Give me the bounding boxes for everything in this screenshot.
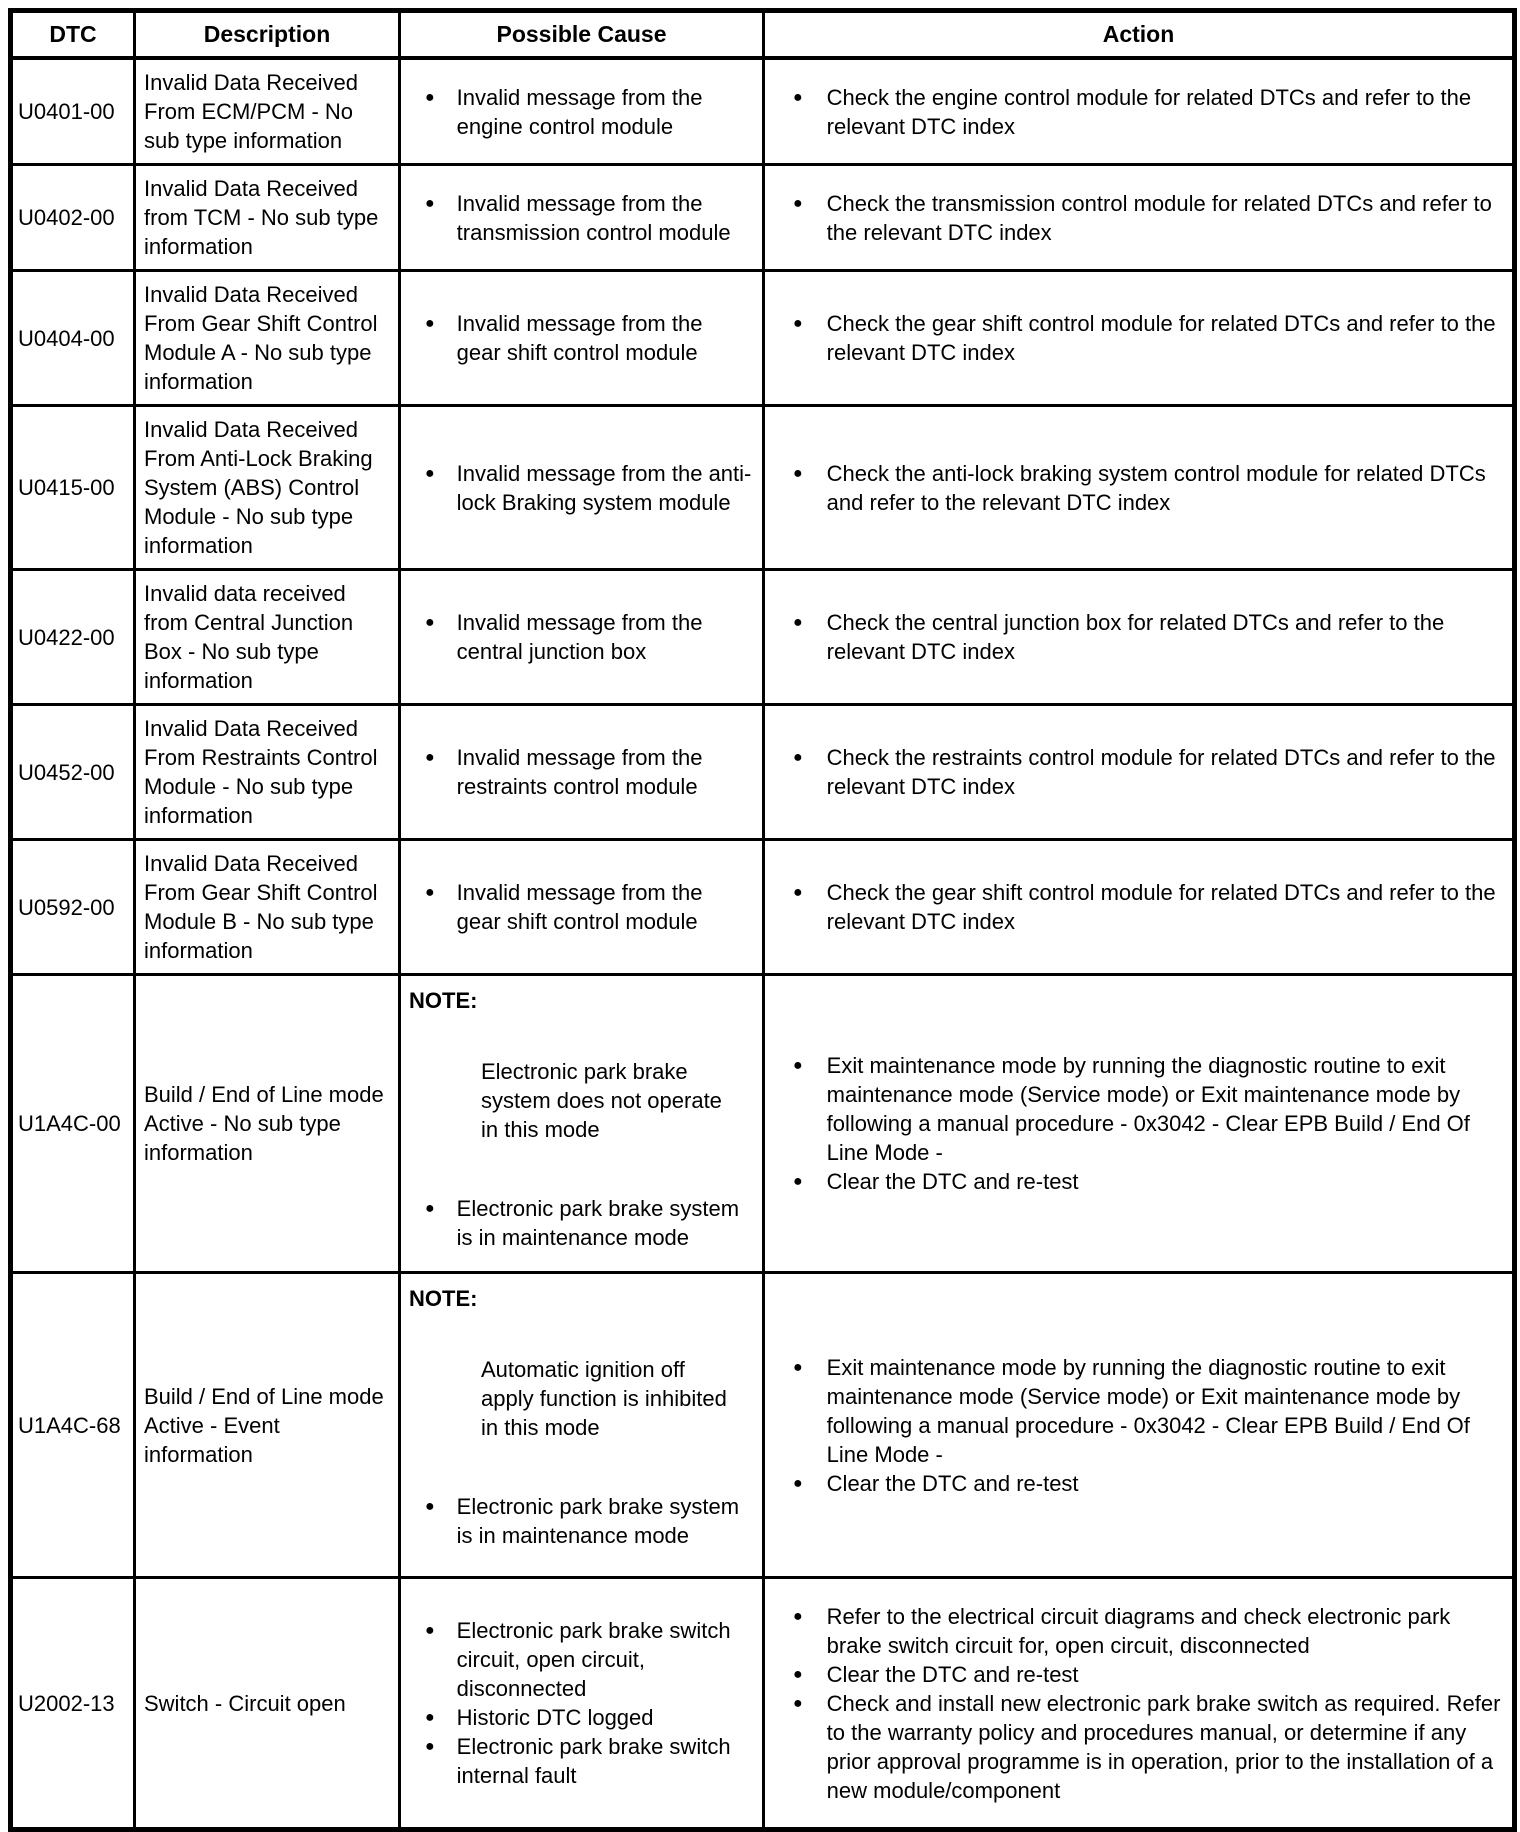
action-item-text: Check the central junction box for related DTCs and refer to the relevant DTC index: [826, 610, 1445, 664]
action-item-text: Exit maintenance mode by running the diagnostic routine to exit maintenance mode (Service mode) or Exit maintenance mode by following a manual procedure - 0x3042 - Clear EPB Build / End Of Line Mode -: [826, 1354, 1470, 1467]
action-item-list: [773, 459, 1504, 517]
possible-cause-cell: [400, 1578, 764, 1830]
header-row: [11, 11, 1515, 59]
action-item: [773, 459, 1504, 517]
cause-item: [409, 1616, 754, 1703]
bullet-icon: ●: [425, 194, 435, 212]
bullet-icon: ●: [793, 1474, 803, 1492]
bullet-icon: ●: [793, 749, 803, 766]
dtc-code-cell: U0415-00: [11, 406, 135, 570]
bullet-icon: ●: [793, 88, 803, 106]
table-row: [11, 1578, 1515, 1830]
action-item-list: [773, 608, 1504, 666]
possible-cause-cell: [400, 570, 764, 705]
cause-item-list: [409, 878, 754, 936]
action-item: [773, 1353, 1504, 1469]
action-item-list: [773, 1051, 1504, 1196]
cause-item-list: [409, 743, 754, 801]
col-header-description: Description: [135, 11, 400, 59]
table-row: [11, 705, 1515, 840]
action-item-text: Clear the DTC and re-test: [826, 1470, 1079, 1496]
cause-item-text: Invalid message from the gear shift control module: [456, 311, 703, 365]
cause-item-list: [409, 83, 754, 141]
cause-item-list: [409, 1194, 754, 1252]
action-item-list: [773, 743, 1504, 801]
description-cell: Switch - Circuit open: [135, 1578, 400, 1830]
dtc-code-cell: U0404-00: [11, 271, 135, 406]
cause-item: [409, 459, 754, 517]
possible-cause-cell: [400, 705, 764, 840]
bullet-icon: ●: [425, 1498, 435, 1515]
col-header-action: Action: [764, 11, 1515, 59]
action-item: [773, 1660, 1504, 1689]
description-cell: Invalid Data Received from TCM - No sub type information: [135, 165, 400, 271]
action-item: [773, 878, 1504, 936]
cause-item-list: [409, 459, 754, 517]
action-cell: [764, 840, 1515, 975]
cause-item: [409, 878, 754, 936]
cause-item-text: Electronic park brake system is in maintenance mode: [456, 1494, 740, 1548]
cause-item-list: [409, 608, 754, 666]
action-item: [773, 309, 1504, 367]
action-item: [773, 83, 1504, 141]
action-item: [773, 1469, 1504, 1498]
note-text: Electronic park brake system does not operate in this mode: [481, 1059, 722, 1142]
bullet-icon: ●: [425, 884, 435, 901]
cause-item-text: Invalid message from the transmission control module: [456, 190, 731, 245]
action-item-text: Clear the DTC and re-test: [826, 1169, 1079, 1194]
description-cell: Build / End of Line mode Active - No sub type information: [135, 975, 400, 1273]
description-cell: Invalid Data Received From Restraints Control Module - No sub type information: [135, 705, 400, 840]
action-item: [773, 1689, 1504, 1805]
table-row: [11, 1273, 1515, 1578]
bullet-icon: ●: [793, 315, 803, 332]
cause-item: [409, 1492, 754, 1550]
dtc-code-cell: U1A4C-68: [11, 1273, 135, 1578]
bullet-icon: ●: [793, 614, 803, 631]
cause-item-text: Invalid message from the gear shift control module: [456, 880, 703, 934]
note-text: Automatic ignition off apply function is inhibited in this mode: [481, 1357, 727, 1440]
action-cell: [764, 1578, 1515, 1830]
possible-cause-cell: [400, 1273, 764, 1578]
possible-cause-cell: [400, 975, 764, 1273]
bullet-icon: ●: [793, 1665, 803, 1683]
table-row: [11, 271, 1515, 406]
action-item-text: Check the transmission control module for related DTCs and refer to the relevant DTC index: [826, 190, 1492, 245]
cause-item: [409, 189, 754, 247]
table-row: [11, 165, 1515, 271]
action-item-text: Refer to the electrical circuit diagrams and check electronic park brake switch circuit for, open circuit, disconnected: [826, 1603, 1451, 1658]
possible-cause-cell: [400, 271, 764, 406]
description-cell: Invalid Data Received From ECM/PCM - No sub type information: [135, 58, 400, 165]
cause-item-list: [409, 1492, 754, 1550]
bullet-icon: ●: [425, 1709, 435, 1726]
action-item: [773, 1602, 1504, 1660]
action-cell: [764, 705, 1515, 840]
dtc-code-cell: U1A4C-00: [11, 975, 135, 1273]
bullet-icon: ●: [793, 464, 803, 482]
action-cell: [764, 975, 1515, 1273]
action-item-list: [773, 83, 1504, 141]
action-item-text: Check and install new electronic park brake switch as required. Refer to the warranty policy and procedures manual, or determine if any prior approval programme is in operation, prior to the installation of a new module/component: [826, 1690, 1501, 1803]
dtc-code-cell: U0402-00: [11, 165, 135, 271]
action-item-text: Clear the DTC and re-test: [826, 1661, 1079, 1687]
cause-item-text: Invalid message from the central junction box: [456, 610, 703, 664]
bullet-icon: ●: [425, 464, 435, 482]
dtc-code-cell: U2002-13: [11, 1578, 135, 1830]
table-row: [11, 570, 1515, 705]
note-label: NOTE:: [409, 988, 478, 1013]
possible-cause-cell: [400, 840, 764, 975]
cause-item: [409, 608, 754, 666]
action-item: [773, 189, 1504, 247]
action-item-text: Check the engine control module for related DTCs and refer to the relevant DTC index: [826, 84, 1472, 139]
cause-item-text: Historic DTC logged: [456, 1705, 654, 1730]
description-cell: Invalid Data Received From Gear Shift Control Module B - No sub type information: [135, 840, 400, 975]
action-cell: [764, 271, 1515, 406]
cause-item: [409, 1703, 754, 1732]
action-item: [773, 1167, 1504, 1196]
action-item-list: [773, 309, 1504, 367]
possible-cause-cell: [400, 165, 764, 271]
action-cell: [764, 406, 1515, 570]
possible-cause-cell: [400, 406, 764, 570]
table-row: [11, 406, 1515, 570]
cause-item-list: [409, 189, 754, 247]
action-item-list: [773, 189, 1504, 247]
action-item-text: Exit maintenance mode by running the diagnostic routine to exit maintenance mode (Service mode) or Exit maintenance mode by following a manual procedure - 0x3042 - Clear EPB Build / End Of Line Mode -: [826, 1053, 1470, 1165]
action-item: [773, 1051, 1504, 1167]
action-item: [773, 608, 1504, 666]
action-item-text: Check the gear shift control module for related DTCs and refer to the relevant DTC index: [826, 880, 1496, 934]
bullet-icon: ●: [793, 884, 803, 901]
action-cell: [764, 165, 1515, 271]
bullet-icon: ●: [425, 88, 435, 106]
table-row: [11, 58, 1515, 165]
cause-item-text: Electronic park brake system is in maintenance mode: [456, 1196, 740, 1250]
bullet-icon: ●: [793, 1694, 803, 1712]
action-item-text: Check the restraints control module for related DTCs and refer to the relevant DTC index: [826, 745, 1496, 799]
description-cell: Invalid data received from Central Junction Box - No sub type information: [135, 570, 400, 705]
description-cell: Build / End of Line mode Active - Event information: [135, 1273, 400, 1578]
action-item-text: Check the gear shift control module for related DTCs and refer to the relevant DTC index: [826, 311, 1496, 365]
dtc-index-table: [8, 8, 1517, 1832]
bullet-icon: ●: [425, 749, 435, 766]
cause-item-list: [409, 309, 754, 367]
table-row: [11, 975, 1515, 1273]
action-item: [773, 743, 1504, 801]
cause-item: [409, 1732, 754, 1790]
action-cell: [764, 570, 1515, 705]
bullet-icon: ●: [793, 1358, 803, 1376]
action-item-list: [773, 878, 1504, 936]
col-header-dtc: DTC: [11, 11, 135, 59]
dtc-code-cell: U0422-00: [11, 570, 135, 705]
dtc-code-cell: U0592-00: [11, 840, 135, 975]
cause-item: [409, 309, 754, 367]
cause-item-text: Invalid message from the anti-lock Braking system module: [456, 460, 752, 515]
action-item-list: [773, 1353, 1504, 1498]
bullet-icon: ●: [793, 194, 803, 212]
dtc-code-cell: U0452-00: [11, 705, 135, 840]
bullet-icon: ●: [425, 315, 435, 332]
cause-item-list: [409, 1616, 754, 1790]
bullet-icon: ●: [425, 1622, 435, 1639]
description-cell: Invalid Data Received From Anti-Lock Braking System (ABS) Control Module - No sub type information: [135, 406, 400, 570]
possible-cause-cell: [400, 58, 764, 165]
bullet-icon: ●: [793, 1173, 803, 1190]
bullet-icon: ●: [425, 1200, 435, 1217]
cause-item: [409, 1194, 754, 1252]
action-item-list: [773, 1602, 1504, 1805]
bullet-icon: ●: [425, 1738, 435, 1755]
description-cell: Invalid Data Received From Gear Shift Control Module A - No sub type information: [135, 271, 400, 406]
note-label: NOTE:: [409, 1286, 478, 1311]
bullet-icon: ●: [425, 614, 435, 631]
cause-item-text: Electronic park brake switch circuit, open circuit, disconnected: [456, 1618, 731, 1701]
bullet-icon: ●: [793, 1607, 803, 1625]
table-row: [11, 840, 1515, 975]
cause-item: [409, 83, 754, 141]
cause-item-text: Invalid message from the restraints control module: [456, 745, 703, 799]
bullet-icon: ●: [793, 1057, 803, 1074]
action-item-text: Check the anti-lock braking system control module for related DTCs and refer to the relevant DTC index: [826, 460, 1486, 515]
col-header-possible-cause: Possible Cause: [400, 11, 764, 59]
cause-item: [409, 743, 754, 801]
action-cell: [764, 58, 1515, 165]
action-cell: [764, 1273, 1515, 1578]
cause-item-text: Invalid message from the engine control module: [456, 84, 703, 139]
cause-item-text: Electronic park brake switch internal fault: [456, 1734, 731, 1788]
dtc-code-cell: U0401-00: [11, 58, 135, 165]
